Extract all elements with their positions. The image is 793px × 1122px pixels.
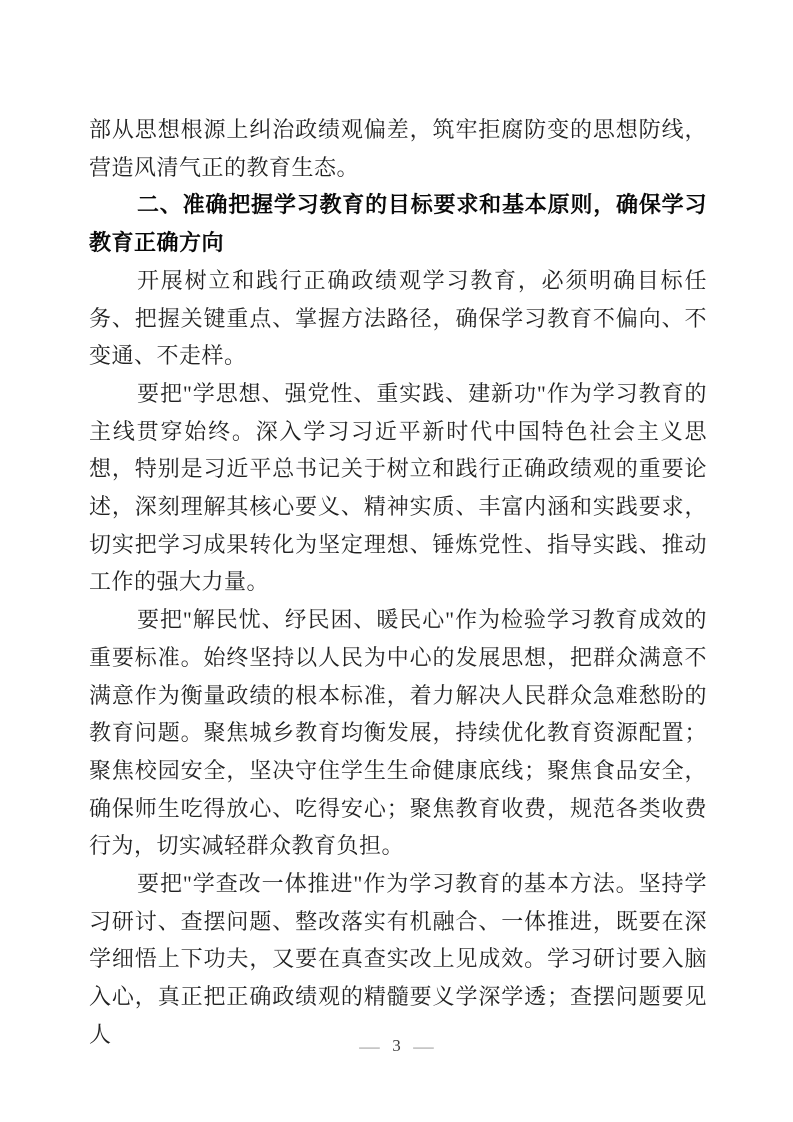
paragraph: 要把"学查改一体推进"作为学习教育的基本方法。坚持学习研讨、查摆问题、整改落实有机融合、一体推进，既要在深学细悟上下功夫，又要在真查实改上见成效。学习研讨要入脑入心，真正把正确政绩观的精髓要义学深学透；查摆问题要见人 (89, 871, 707, 1047)
paragraph: 开展树立和践行正确政绩观学习教育，必须明确目标任务、把握关键重点、掌握方法路径，确保学习教育不偏向、不变通、不走样。 (89, 267, 707, 369)
document-body (89, 111, 707, 1054)
footer-right-dash: — (413, 1036, 434, 1056)
section-heading: 二、准确把握学习教育的目标要求和基本原则，确保学习教育正确方向 (89, 192, 707, 256)
footer-left-dash: — (359, 1036, 380, 1056)
page-footer (0, 1036, 793, 1056)
paragraph-continuation: 部从思想根源上纠治政绩观偏差，筑牢拒腐防变的思想防线，营造风清气正的教育生态。 (89, 117, 707, 180)
paragraph: 要把"解民忧、纾民困、暖民心"作为检验学习教育成效的重要标准。始终坚持以人民为中心的发展思想，把群众满意不满意作为衡量政绩的根本标准，着力解决人民群众急难愁盼的教育问题。聚焦城乡教育均衡发展，持续优化教育资源配置；聚焦校园安全，坚决守住学生生命健康底线；聚焦食品安全，确保师生吃得放心、吃得安心；聚焦教育收费，规范各类收费行为，切实减轻群众教育负担。 (89, 607, 707, 859)
paragraph: 要把"学思想、强党性、重实践、建新功"作为学习教育的主线贯穿始终。深入学习习近平新时代中国特色社会主义思想，特别是习近平总书记关于树立和践行正确政绩观的重要论述，深刻理解其核心要义、精神实质、丰富内涵和实践要求，切实把学习成果转化为坚定理想、锤炼党性、指导实践、推动工作的强大力量。 (89, 380, 707, 595)
page-number: 3 (392, 1036, 401, 1055)
